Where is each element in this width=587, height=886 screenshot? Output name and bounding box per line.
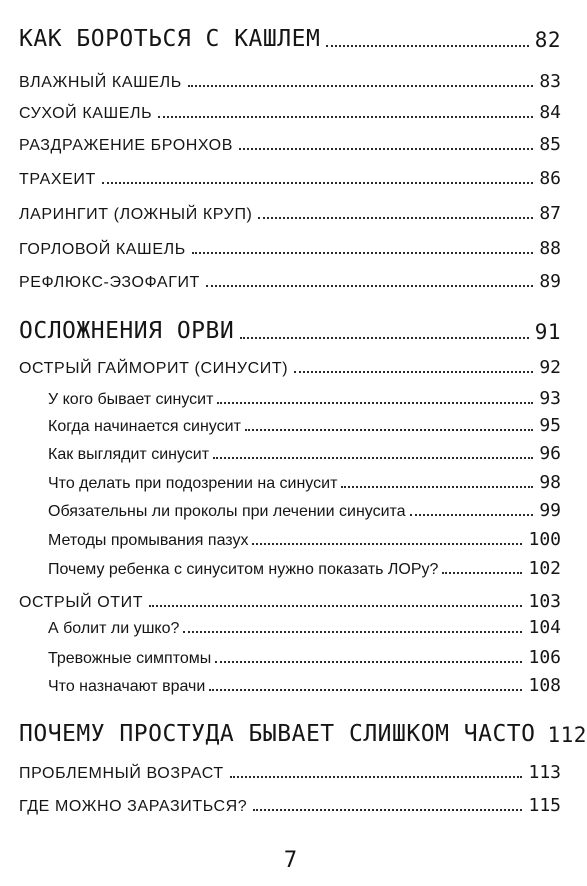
toc-entry-page: 112 xyxy=(547,723,587,747)
toc-entry-page: 103 xyxy=(528,591,561,612)
dot-leader xyxy=(158,116,533,118)
toc-entry-page: 98 xyxy=(539,472,561,493)
toc-entry-title: Тревожные симптомы xyxy=(48,650,212,667)
toc-entry-title: ПОЧЕМУ ПРОСТУДА БЫВАЕТ СЛИШКОМ ЧАСТО xyxy=(19,721,536,747)
toc-chapter-entry xyxy=(19,713,587,747)
toc-entry-title: ТРАХЕИТ xyxy=(19,171,96,188)
toc-entry-page: 85 xyxy=(539,134,561,155)
toc-entry-title: У кого бывает синусит xyxy=(48,391,214,408)
toc-subsection-entry xyxy=(48,545,561,579)
toc-entry-title: ОСЛОЖНЕНИЯ ОРВИ xyxy=(19,318,235,344)
toc-entry-page: 91 xyxy=(534,320,561,344)
toc-entry-page: 88 xyxy=(539,238,561,259)
dot-leader xyxy=(230,776,523,778)
toc-entry-page: 99 xyxy=(539,500,561,521)
toc-entry-title: ПРОБЛЕМНЫЙ ВОЗРАСТ xyxy=(19,765,224,782)
dot-leader xyxy=(326,45,528,47)
toc-subsection-entry xyxy=(48,662,561,696)
toc-section-entry xyxy=(19,155,561,189)
toc-entry-page: 96 xyxy=(539,443,561,464)
toc-section-entry xyxy=(19,190,561,224)
toc-entry-title: ВЛАЖНЫЙ КАШЕЛЬ xyxy=(19,74,182,91)
page-number: 7 xyxy=(283,848,298,873)
toc-entry-title: Обязательны ли проколы при лечении синусита xyxy=(48,503,406,520)
toc-entry-title: РАЗДРАЖЕНИЕ БРОНХОВ xyxy=(19,137,233,154)
toc-section-entry xyxy=(19,344,561,378)
toc-section-entry xyxy=(19,121,561,155)
dot-leader xyxy=(240,337,528,339)
toc-entry-page: 113 xyxy=(528,762,561,783)
dot-leader xyxy=(294,371,533,373)
dot-leader xyxy=(253,809,522,811)
dot-leader xyxy=(188,85,533,87)
toc-entry-page: 82 xyxy=(534,28,561,52)
toc-entry-title: Как выглядит синусит xyxy=(48,446,210,463)
toc-entry-page: 87 xyxy=(539,203,561,224)
toc-entry-page: 108 xyxy=(528,675,561,696)
toc-entry-title: ГОРЛОВОЙ КАШЕЛЬ xyxy=(19,241,186,258)
toc-entry-page: 115 xyxy=(528,795,561,816)
toc-entry-title: ОСТРЫЙ ОТИТ xyxy=(19,594,144,611)
dot-leader xyxy=(206,285,533,287)
toc-entry-title: РЕФЛЮКС-ЭЗОФАГИТ xyxy=(19,274,200,291)
dot-leader xyxy=(183,631,522,633)
toc-entry-page: 84 xyxy=(539,102,561,123)
toc-subsection-entry xyxy=(48,604,561,638)
dot-leader xyxy=(239,148,533,150)
toc-entry-page: 100 xyxy=(528,529,561,550)
toc-section-entry xyxy=(19,258,561,292)
toc-section-entry xyxy=(19,749,561,783)
toc-entry-page: 104 xyxy=(528,617,561,638)
toc-section-entry xyxy=(19,58,561,92)
toc-entry-page: 93 xyxy=(539,388,561,409)
toc-entry-page: 86 xyxy=(539,168,561,189)
toc-entry-page: 106 xyxy=(528,647,561,668)
toc-entry-title: Методы промывания пазух xyxy=(48,532,249,549)
toc-entry-title: ОСТРЫЙ ГАЙМОРИТ (СИНУСИТ) xyxy=(19,360,289,377)
toc-entry-page: 83 xyxy=(539,71,561,92)
toc-entry-title: А болит ли ушко? xyxy=(48,620,180,637)
toc-entry-title: СУХОЙ КАШЕЛЬ xyxy=(19,105,153,122)
toc-chapter-entry xyxy=(19,310,561,344)
toc-entry-title: Что делать при подозрении на синусит xyxy=(48,475,338,492)
toc-section-entry xyxy=(19,782,561,816)
dot-leader xyxy=(102,182,533,184)
dot-leader xyxy=(209,689,522,691)
toc-chapter-entry xyxy=(19,18,561,52)
toc-entry-title: ЛАРИНГИТ (ЛОЖНЫЙ КРУП) xyxy=(19,206,253,223)
toc-entry-page: 95 xyxy=(539,415,561,436)
toc-section-entry xyxy=(19,89,561,123)
toc-entry-title: КАК БОРОТЬСЯ С КАШЛЕМ xyxy=(19,26,321,52)
toc-entry-title: Почему ребенка с синуситом нужно показать ЛОРу? xyxy=(48,561,439,578)
toc-entry-page: 92 xyxy=(539,357,561,378)
toc-entry-title: Что назначают врачи xyxy=(48,678,206,695)
toc-entry-page: 102 xyxy=(528,558,561,579)
dot-leader xyxy=(258,217,533,219)
dot-leader xyxy=(442,572,522,574)
toc-entry-page: 89 xyxy=(539,271,561,292)
dot-leader xyxy=(192,252,534,254)
toc-entry-title: ГДЕ МОЖНО ЗАРАЗИТЬСЯ? xyxy=(19,798,248,815)
toc-section-entry xyxy=(19,225,561,259)
toc-entry-title: Когда начинается синусит xyxy=(48,418,241,435)
